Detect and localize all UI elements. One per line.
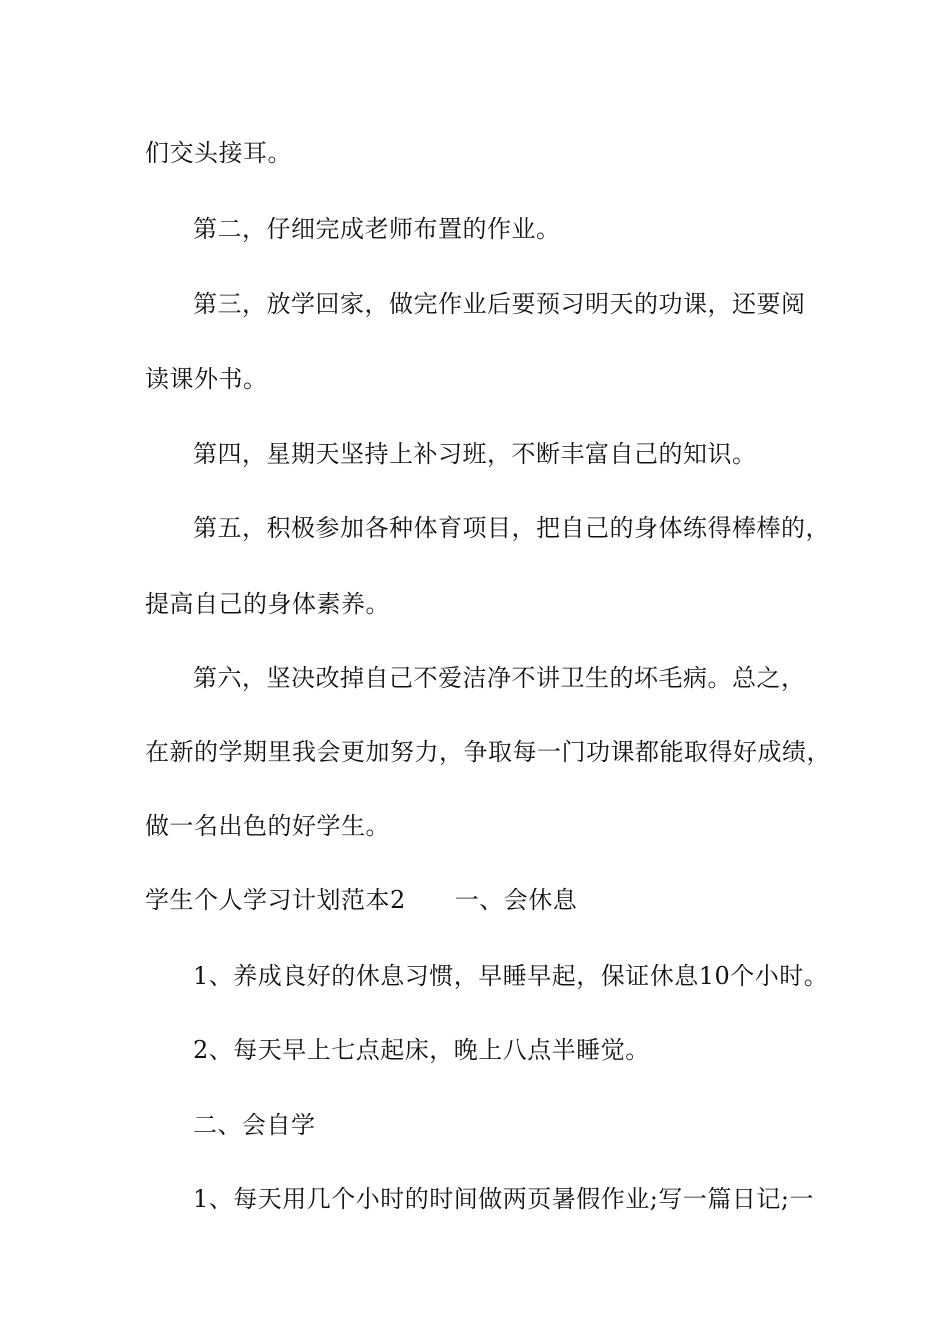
text-line-5: 第四，星期天坚持上补习班，不断丰富自己的知识。: [193, 440, 757, 468]
text-line-7: 提高自己的身体素养。: [145, 590, 390, 618]
text-line-10: 做一名出色的好学生。: [145, 812, 390, 840]
section-heading: 学生个人学习计划范本2 一、会休息: [145, 886, 578, 914]
text-line-3: 第三，放学回家，做完作业后要预习明天的功课，还要阅: [193, 290, 806, 318]
text-line-9: 在新的学期里我会更加努力，争取每一门功课都能取得好成绩，: [145, 738, 831, 766]
text-line-4: 读课外书。: [145, 365, 268, 393]
text-line-13: 2、每天早上七点起床，晚上八点半睡觉。: [193, 1036, 650, 1064]
text-line-15: 1、每天用几个小时的时间做两页暑假作业;写一篇日记;一: [193, 1185, 814, 1213]
text-line-6: 第五，积极参加各种体育项目，把自己的身体练得棒棒的，: [193, 514, 830, 542]
text-line-1: 们交头接耳。: [145, 139, 292, 167]
text-line-12: 1、养成良好的休息习惯，早睡早起，保证休息10个小时。: [193, 962, 829, 990]
text-line-2: 第二，仔细完成老师布置的作业。: [193, 215, 561, 243]
text-line-8: 第六，坚决改掉自己不爱洁净不讲卫生的坏毛病。总之，: [193, 664, 806, 692]
subsection-heading: 二、会自学: [193, 1111, 316, 1139]
